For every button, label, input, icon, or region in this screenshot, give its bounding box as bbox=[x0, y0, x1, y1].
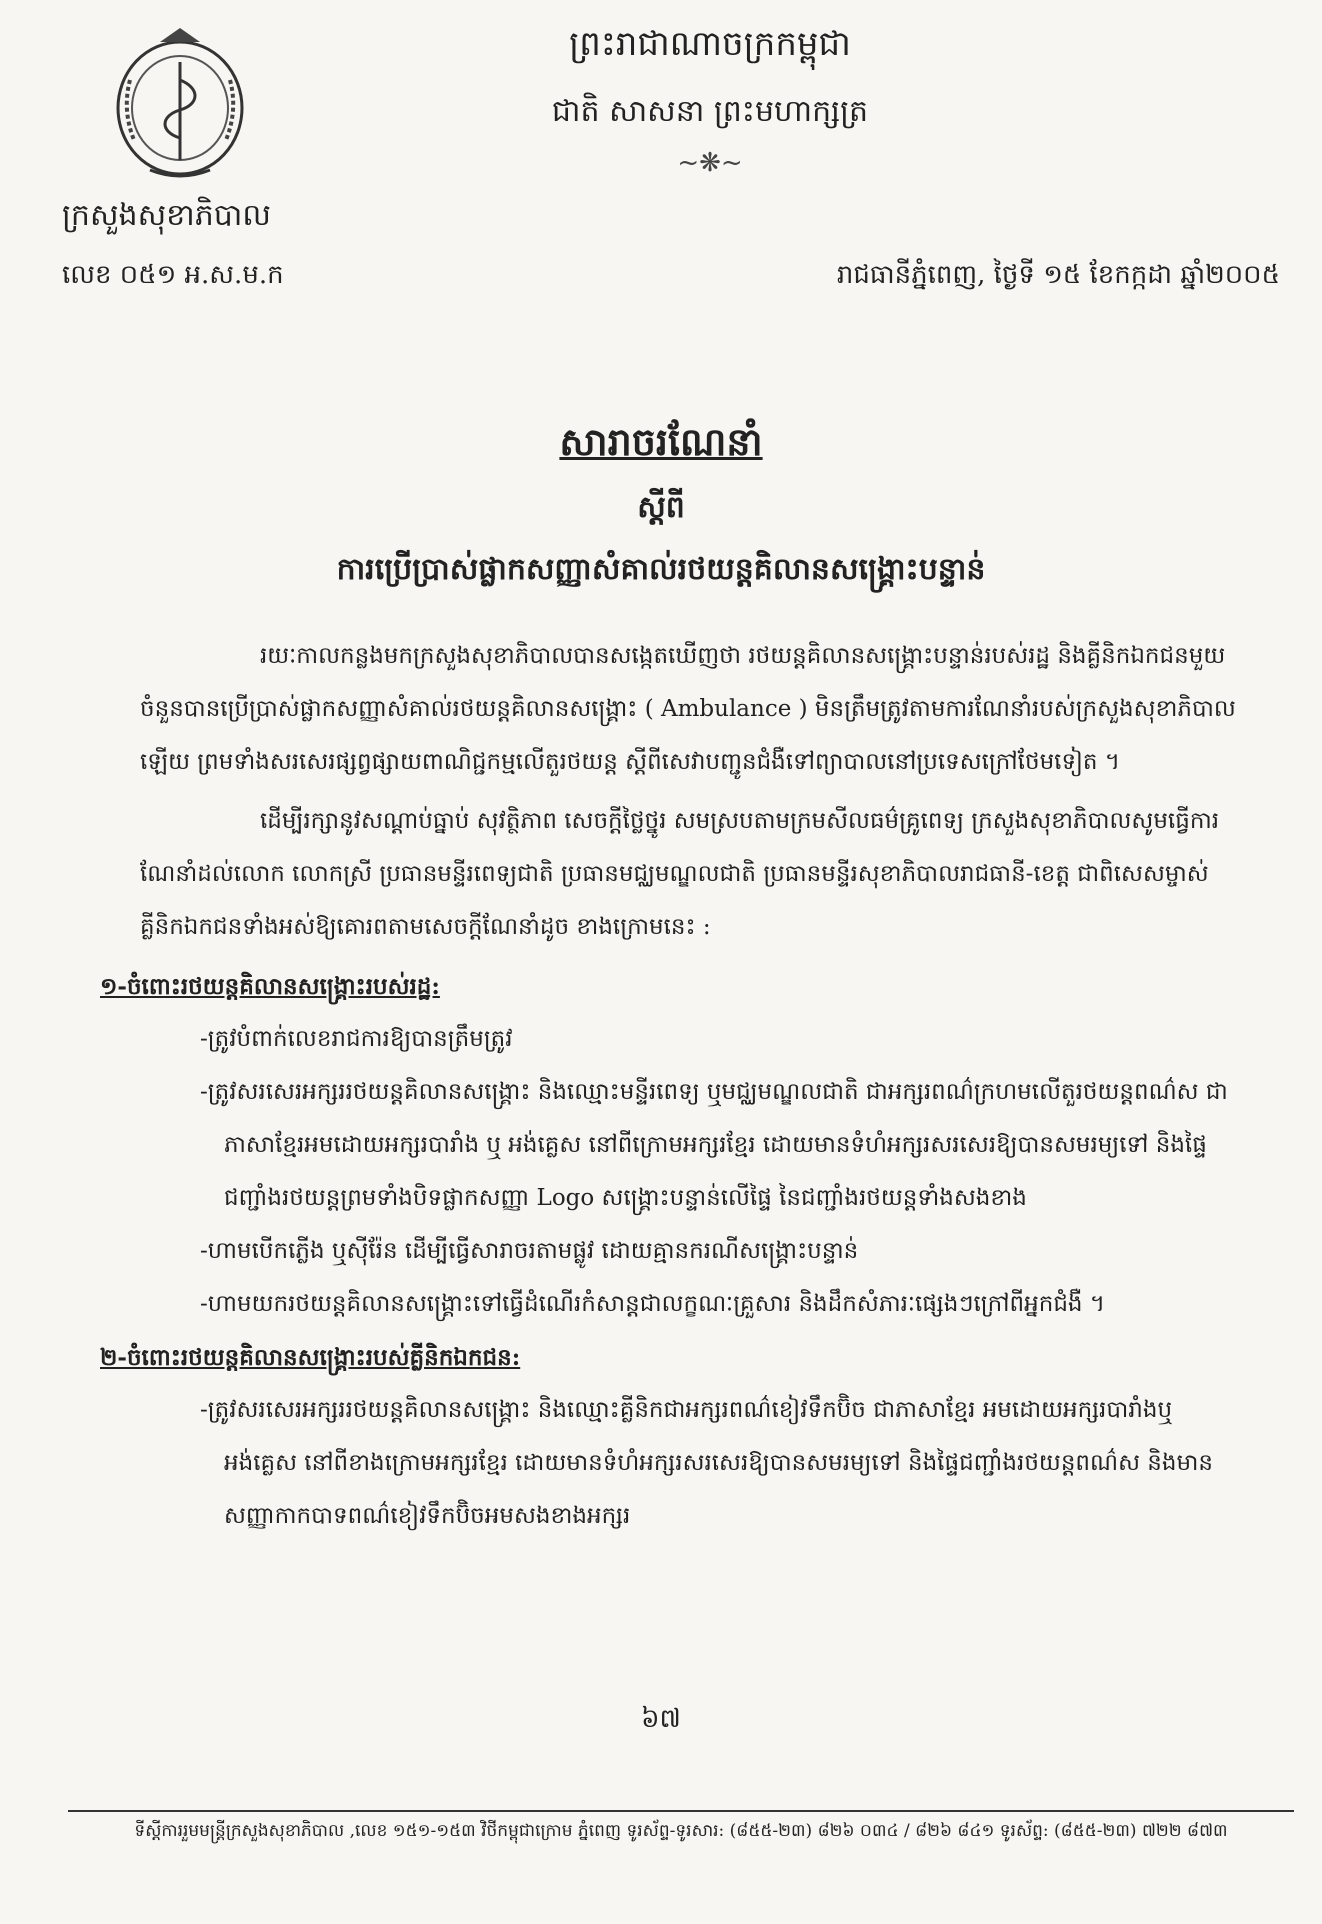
date-line: រាជធានីភ្នំពេញ, ថ្ងៃទី ១៥ ខែកក្កដា ឆ្នាំ២០០៥ bbox=[836, 260, 1280, 290]
list-item: -ហាមបើកភ្លើង ឬស៊ីរ៉ែន ដើម្បីធ្វើសារាចរតាមផ្លូវ ដោយគ្មានករណីសង្គ្រោះបន្ទាន់ bbox=[200, 1238, 859, 1264]
header-kingdom: ព្រះរាជាណាចក្រកម្ពុជា bbox=[569, 24, 851, 64]
page-number: ៦៧ bbox=[641, 1704, 681, 1734]
section-1-title: ១-ចំពោះរថយន្តគិលានសង្គ្រោះរបស់រដ្ឋ: bbox=[100, 973, 440, 1000]
ministry-seal-icon bbox=[100, 20, 260, 190]
footer-divider bbox=[68, 1810, 1294, 1812]
list-item: -ត្រូវសរសេរអក្សររថយន្តគិលានសង្គ្រោះ និងឈ្មោះគ្លីនិកជាអក្សរពណ៌ខៀវទឹកប៊ិច ជាភាសាខ្មែរ អមដោយអក្សរបារាំងឬអង់គ្លេស នៅពីខាងក្រោមអក្សរខ្មែរ ដោយមានទំហំអក្សរសរសេរឱ្យបានសមរម្យទៅ និងផ្ទៃជញ្ជាំងរថយន្តពណ៌ស និងមានសញ្ញាកាកបាទពណ៌ខៀវទឹកប៊ិចអមសងខាងអក្សរ bbox=[200, 1397, 1213, 1529]
document-subject: ការប្រើប្រាស់ផ្លាកសញ្ញាសំគាល់រថយន្តគិលានសង្គ្រោះបន្ទាន់ bbox=[336, 552, 986, 587]
list-item: -ហាមយករថយន្តគិលានសង្គ្រោះទៅធ្វើដំណើរកំសាន្តជាលក្ខណៈគ្រួសារ និងដឹកសំភារៈផ្សេងៗក្រៅពីអ្នកជំងឺ ។ bbox=[200, 1291, 1105, 1317]
reference-number: លេខ ០៥១ អ.ស.ម.ក bbox=[62, 260, 284, 290]
list-item: -ត្រូវបំពាក់លេខរាជការឱ្យបានត្រឹមត្រូវ bbox=[200, 1026, 513, 1052]
section-2-title: ២-ចំពោះរថយន្តគិលានសង្គ្រោះរបស់គ្លីនិកឯកជន: bbox=[100, 1344, 521, 1371]
list-item: -ត្រូវសរសេរអក្សររថយន្តគិលានសង្គ្រោះ និងឈ្មោះមន្ទីរពេទ្យ ឬមជ្ឈមណ្ឌលជាតិ ជាអក្សរពណ៌ក្រហមលើតួរថយន្តពណ៌ស ជាភាសាខ្មែរអមដោយអក្សរបារាំង ឬ អង់គ្លេស នៅពីក្រោមអក្សរខ្មែរ ដោយមានទំហំអក្សរសរសេរឱ្យបានសមរម្យទៅ និងផ្ទៃជញ្ជាំងរថយន្តព្រមទាំងបិទផ្លាកសញ្ញា Logo សង្គ្រោះបន្ទាន់លើផ្ទៃ នៃជញ្ជាំងរថយន្តទាំងសងខាង bbox=[200, 1079, 1228, 1211]
footer-address: ទីស្តីការរួមមន្ត្រីក្រសួងសុខាភិបាល ,លេខ ១៥១-១៥៣ វិថីកម្ពុជាក្រោម ភ្នំពេញ ទូរស័ព្ទ-ទូរសារ: (៨៥៥-២៣) ៨២៦ ០៣៤ / ៨២៦ ៨៤១ ទូរស័ព្ទ: (៨៥៥-២៣) ៧២២ ៨៧៣ bbox=[134, 1821, 1228, 1841]
document-body bbox=[100, 630, 1240, 1543]
paragraph-intro: រយៈកាលកន្លងមកក្រសួងសុខាភិបាលបានសង្កេតឃើញថា រថយន្តគិលានសង្គ្រោះបន្ទាន់របស់រដ្ឋ និងគ្លីនិកឯកជនមួយចំនួនបានប្រើប្រាស់ផ្លាកសញ្ញាសំគាល់រថយន្តគិលានសង្គ្រោះ ( Ambulance ) មិនត្រឹមត្រូវតាមការណែនាំរបស់ក្រសួងសុខាភិបាលឡើយ ព្រមទាំងសរសេរផ្សព្វផ្សាយពាណិជ្ជកម្មលើតួរថយន្ត ស្តីពីសេវាបញ្ជូនជំងឺទៅព្យាបាលនៅប្រទេសក្រៅថែមទៀត ។ bbox=[140, 643, 1236, 775]
paragraph-instruction: ដើម្បីរក្សានូវសណ្តាប់ធ្នាប់ សុវត្ថិភាព សេចក្តីថ្លៃថ្នូរ សមស្របតាមក្រមសីលធម៌គ្រូពេទ្យ ក្រសួងសុខាភិបាលសូមធ្វើការណែនាំដល់លោក លោកស្រី ប្រធានមន្ទីរពេទ្យជាតិ ប្រធានមជ្ឈមណ្ឌលជាតិ ប្រធានមន្ទីរសុខាភិបាលរាជធានី-ខេត្ត ជាពិសេសម្ចាស់គ្លីនិកឯកជនទាំងអស់ឱ្យគោរពតាមសេចក្តីណែនាំដូច ខាងក្រោមនេះ : bbox=[140, 808, 1220, 940]
document-type-title: សារាចរណែនាំ bbox=[559, 419, 763, 464]
header-motto: ជាតិ សាសនា ព្រះមហាក្សត្រ bbox=[551, 94, 869, 129]
ministry-name: ក្រសួងសុខាភិបាល bbox=[62, 198, 271, 233]
header-ornament: ~❋~ bbox=[677, 148, 743, 178]
regarding-label: ស្តីពី bbox=[637, 490, 685, 525]
